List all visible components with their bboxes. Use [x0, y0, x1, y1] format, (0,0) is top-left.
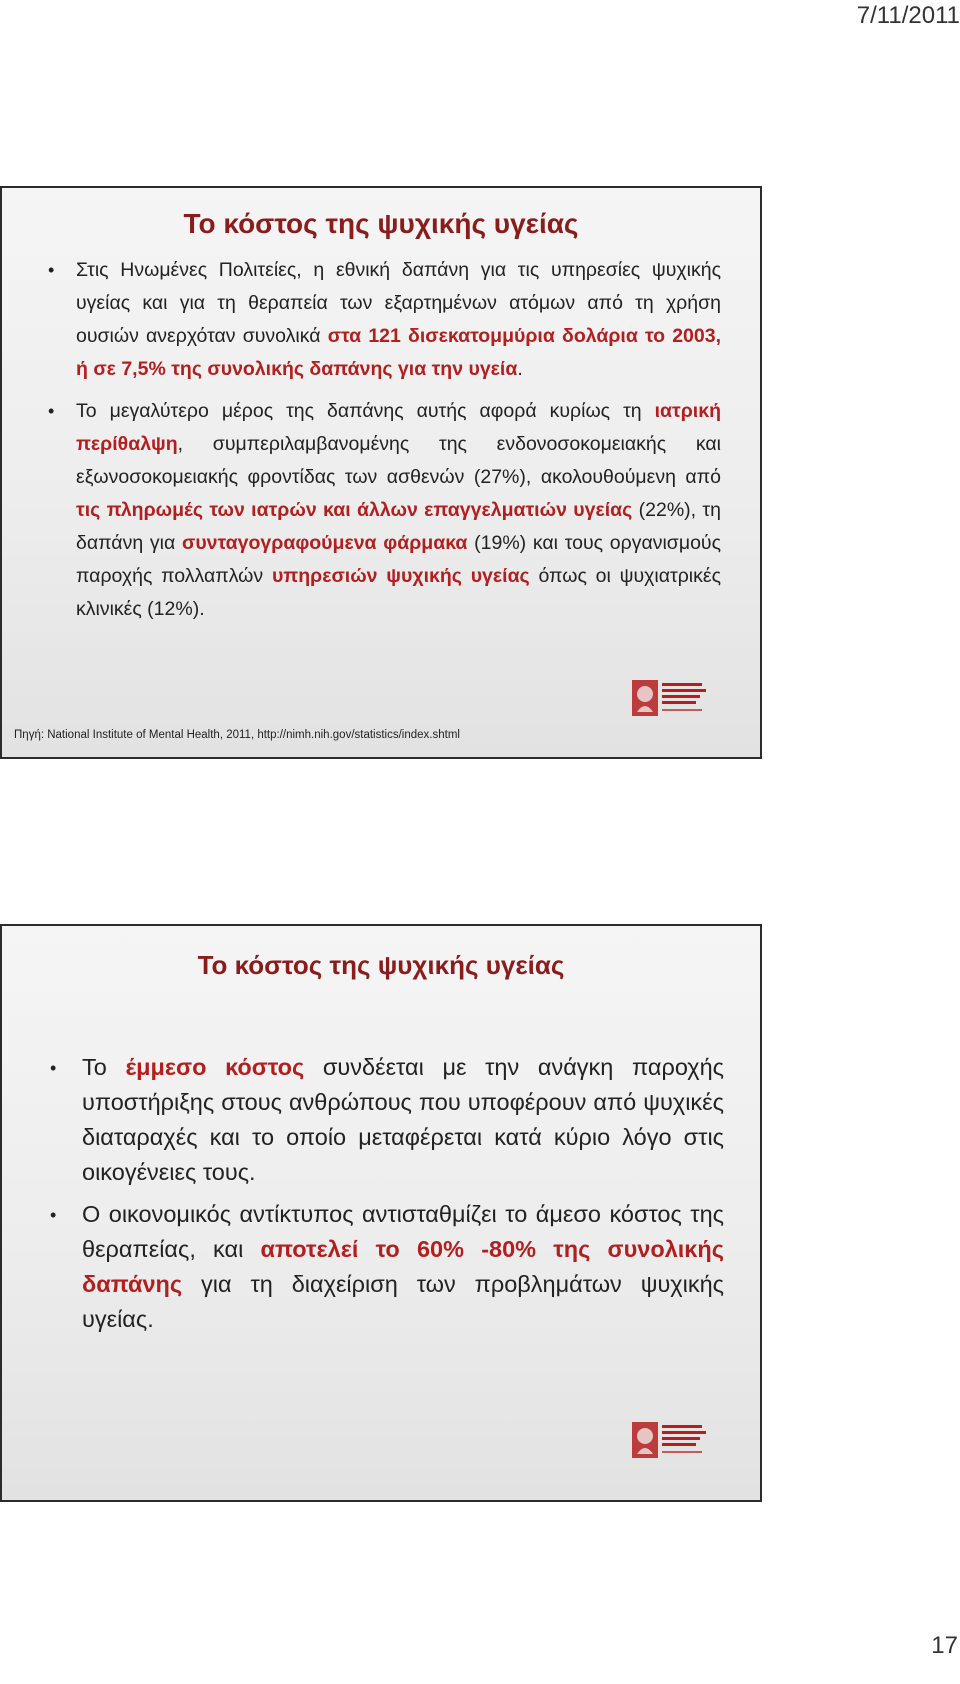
- page-number: 17: [931, 1632, 958, 1659]
- bullet-item: [48, 254, 722, 386]
- text-run: , συμπεριλαμβανομένης της ενδονοσοκομειακής και εξωνοσοκομειακής φροντίδας των ασθενών (27%), ακολουθούμενη από: [76, 433, 721, 488]
- text-run: Στις Ηνωμένες Πολιτείες, η εθνική δαπάνη για τις υπηρεσίες ψυχικής υγείας και για τη θεραπεία των εξαρτημένων ατόμων από τη χρήση ουσιών ανερχόταν συνολικά: [76, 259, 721, 347]
- bullet-item: [48, 395, 721, 626]
- text-run: (19%) και τους οργανισμούς παροχής πολλαπλών: [76, 532, 721, 587]
- text-run: .: [517, 358, 523, 380]
- bullet-item: [50, 1197, 724, 1337]
- slide-title: Το κόστος της ψυχικής υγείας: [197, 950, 565, 980]
- text-run: Ο οικονομικός αντίκτυπος αντισταθμίζει το άμεσο κόστος της θεραπείας, και: [82, 1201, 724, 1262]
- bullet-icon: •: [48, 401, 55, 421]
- text-run: Το μεγαλύτερο μέρος της δαπάνης αυτής αφορά κυρίως τη: [76, 400, 655, 422]
- highlighted-text: συνταγογραφούμενα φάρμακα: [181, 532, 468, 554]
- slide-mental-health-cost-1: [0, 186, 762, 759]
- highlighted-text: υπηρεσιών ψυχικής υγείας: [271, 565, 530, 587]
- bullet-text: [76, 400, 721, 620]
- bullet-text: [82, 1201, 724, 1332]
- school-emblem-icon: [632, 678, 712, 718]
- highlighted-text: τις πληρωμές των ιατρών και άλλων επαγγελματιών υγείας: [76, 499, 633, 521]
- bullet-text: [76, 259, 721, 380]
- slide-mental-health-cost-2: [0, 924, 762, 1502]
- highlighted-text: ιατρική περίθαλψη: [76, 400, 721, 455]
- bullet-icon: •: [50, 1205, 57, 1225]
- text-run: συνδέεται με την ανάγκη παροχής υποστήριξης στους ανθρώπους που υποφέρουν από ψυχικές διαταραχές και το οποίο μεταφέρεται κατά κύριο λόγο στις οικογένειες τους.: [82, 1054, 725, 1185]
- bullet-text: [82, 1054, 724, 1185]
- highlighted-text: στα 121 δισεκατομμύρια δολάρια το 2003, ή σε 7,5% της συνολικής δαπάνης για την υγεία: [76, 325, 722, 380]
- bullet-item: [50, 1050, 725, 1190]
- bullet-icon: •: [48, 260, 55, 280]
- bullet-list: [50, 1050, 725, 1344]
- highlighted-text: αποτελεί το 60% -80% της συνολικής δαπάνης: [82, 1236, 724, 1297]
- bullet-list: [48, 254, 722, 635]
- text-run: (22%), τη δαπάνη για: [76, 499, 721, 554]
- source-citation: Πηγή: National Institute of Mental Health, 2011, http://nimh.nih.gov/statistics/index.shtml: [14, 729, 460, 741]
- school-emblem-icon: [632, 1420, 712, 1460]
- text-run: όπως οι ψυχιατρικές κλινικές (12%).: [76, 565, 721, 620]
- text-run: Το: [82, 1054, 126, 1080]
- slide-title: Το κόστος της ψυχικής υγείας: [183, 208, 579, 239]
- text-run: για τη διαχείριση των προβλημάτων ψυχικής υγείας.: [82, 1271, 724, 1332]
- bullet-icon: •: [50, 1058, 57, 1078]
- highlighted-text: έμμεσο κόστος: [125, 1054, 305, 1080]
- document-date: 7/11/2011: [856, 2, 960, 29]
